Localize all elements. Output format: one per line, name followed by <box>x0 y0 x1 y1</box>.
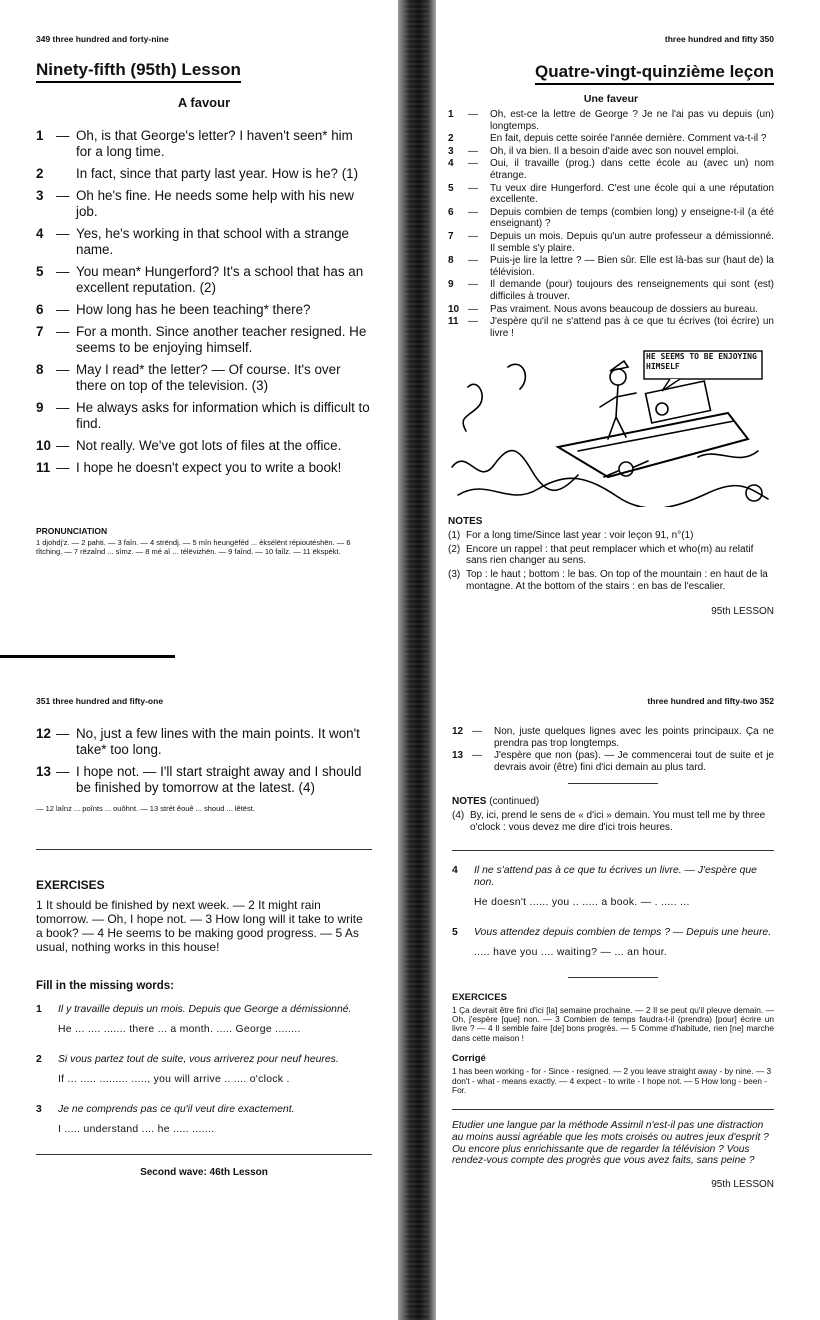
line-number: 8 <box>448 255 454 267</box>
page-separator <box>0 655 175 658</box>
note-number: (3) <box>448 569 461 581</box>
dialogue-line <box>448 279 774 302</box>
cartoon-illustration <box>448 347 774 512</box>
fill-english: If ... ..... ......... ....., you will arrive .. .... o'clock . <box>58 1074 290 1085</box>
line-text: Oh, is that George's letter? I haven't seen* him for a long time. <box>76 128 353 159</box>
line-dash: — <box>472 750 482 762</box>
pronunciation-text: 1 djohdj'z. — 2 pahti. — 3 faîn. — 4 strëndj. — 5 mîn heungëféd ... èksélënt répioutéshën. — 6 tîtching. — 7 rëzaînd ... sîmz. — 8 mé aî ... télëvizhën. — 9 faînd. — 10 faîlz. — 11 ëkspèkt. <box>36 538 351 556</box>
notes-continued: (continued) <box>489 796 540 808</box>
page-350 <box>448 34 774 644</box>
line-number: 8 <box>36 362 44 377</box>
dialogue-line <box>448 316 774 339</box>
dialogue-line <box>36 764 372 796</box>
fill-french: Il y travaille depuis un mois. Depuis que George a démissionné. <box>58 1004 352 1015</box>
line-number: 1 <box>448 109 454 120</box>
line-text: Puis-je lire la lettre ? — Bien sûr. Elle est là-bas sur (haut de) la télévision. <box>490 255 774 278</box>
fill-label: Fill in the missing words: <box>36 980 175 992</box>
page-header: 351 three hundred and fifty-one <box>36 696 164 706</box>
line-text: In fact, since that party last year. How is he? (1) <box>76 166 359 181</box>
line-text: For a month. Since another teacher resigned. He seems to be enjoying himself. <box>76 324 367 355</box>
exercices-label: EXERCICES <box>452 991 507 1003</box>
pronunciation-text: — 12 laînz ... poînts ... ouôhnt. — 13 strét êouê ... shoud ... lêtëst. <box>36 804 255 813</box>
line-text: J'espère que non (pas). — Je commencerai tout de suite et je devrais avoir (être) fini d'ici demain au plus tard. <box>494 750 774 773</box>
fill-body <box>474 927 774 959</box>
note-text: Top : le haut ; bottom : le bas. On top of the mountain : en haut de la montagne. At the bottom of the stairs : en bas de l'escalier. <box>466 569 768 592</box>
line-text: Non, juste quelques lignes avec les points principaux. Ça ne prendra pas trop longtemps. <box>494 726 774 749</box>
note-number: (2) <box>448 543 461 555</box>
page-header: 349 three hundred and forty-nine <box>36 34 169 44</box>
dialogue-line <box>36 188 372 220</box>
line-number: 3 <box>36 188 44 203</box>
line-number: 13 <box>452 750 464 762</box>
dialogue-line <box>448 255 774 278</box>
translation-lines <box>448 109 774 339</box>
page-footer: 95th LESSON <box>711 606 774 618</box>
fill-body <box>58 1054 372 1086</box>
note-item <box>448 544 774 567</box>
page-header: three hundred and fifty-two 352 <box>647 696 774 706</box>
fill-question <box>36 1104 372 1136</box>
line-number: 3 <box>448 145 454 157</box>
fill-number: 3 <box>36 1104 42 1115</box>
fill-body <box>58 1104 372 1136</box>
fill-in-exercises <box>452 865 774 959</box>
page-349 <box>36 34 372 644</box>
fill-number: 2 <box>36 1054 42 1065</box>
line-number: 7 <box>448 230 454 242</box>
line-dash <box>468 133 490 145</box>
second-wave: Second wave: 46th Lesson <box>140 1167 268 1178</box>
lesson-title: Ninety-fifth (95th) Lesson <box>36 60 241 83</box>
notes-label: NOTES <box>452 796 487 808</box>
translation-lines <box>452 726 774 773</box>
page-351 <box>36 696 372 1296</box>
line-number: 2 <box>448 133 454 145</box>
line-number: 9 <box>36 400 44 415</box>
dialogue-line <box>36 264 372 296</box>
line-dash: — <box>56 438 70 453</box>
line-dash <box>56 166 76 182</box>
line-text: I hope not. — I'll start straight away and I should be finished by tomorrow at the latest. (4) <box>76 764 362 795</box>
notes-label: NOTES <box>448 516 483 528</box>
fill-french: Si vous partez tout de suite, vous arriverez pour neuf heures. <box>58 1054 339 1065</box>
dialogue-line <box>448 304 774 316</box>
divider <box>452 850 774 851</box>
line-dash: — <box>468 182 478 194</box>
dialogue-line <box>36 226 372 258</box>
dialogue-line <box>448 183 774 206</box>
line-dash: — <box>468 158 478 170</box>
line-text: Tu veux dire Hungerford. C'est une école qui a une réputation excellente. <box>490 182 774 206</box>
note-text: Encore un rappel : that peut remplacer which et who(m) au relatif sans rien changer au sens. <box>466 543 754 567</box>
lesson-title: Quatre-vingt-quinzième leçon <box>535 62 774 85</box>
page-footer: 95th LESSON <box>711 1178 774 1190</box>
dialogue-line <box>36 438 372 454</box>
divider <box>36 849 372 850</box>
note-item <box>448 530 774 542</box>
line-dash: — <box>468 255 478 267</box>
fill-french: Vous attendez depuis combien de temps ? — Depuis une heure. <box>474 926 772 938</box>
line-dash: — <box>468 230 478 242</box>
dialogue-line <box>452 750 774 773</box>
pronunciation-label: PRONUNCIATION <box>36 526 108 536</box>
line-number: 5 <box>36 264 44 279</box>
dialogue-line <box>36 324 372 356</box>
line-dash: — <box>56 302 70 317</box>
cartoon-speech-bubble: HE SEEMS TO BE ENJOYING HIMSELF <box>646 352 757 372</box>
line-number: 9 <box>448 279 454 291</box>
line-text: Depuis combien de temps (combien long) y enseigne-t-il (a été enseignant) ? <box>490 206 774 230</box>
line-text: En fait, depuis cette soirée l'année dernière. Comment va-t-il ? <box>490 133 767 145</box>
page-header: three hundred and fifty 350 <box>664 34 774 44</box>
line-number: 2 <box>36 166 44 181</box>
fill-english: I ..... understand .... he ..... ....... <box>58 1124 215 1135</box>
line-dash: — <box>468 145 478 157</box>
line-number: 4 <box>448 158 454 170</box>
line-dash: — <box>468 206 478 218</box>
dialogue-line <box>36 726 372 758</box>
lesson-subtitle: Une faveur <box>583 93 639 105</box>
fill-body <box>58 1004 372 1036</box>
line-text: Il demande (pour) toujours des renseignements qui sont (est) difficiles à trouver. <box>490 279 774 302</box>
line-dash: — <box>468 303 478 315</box>
line-number: 11 <box>448 316 459 328</box>
line-dash: — <box>56 362 70 377</box>
line-dash: — <box>468 109 478 120</box>
line-text: Oh, est-ce la lettre de George ? Je ne l'ai pas vu depuis (un) longtemps. <box>490 109 774 132</box>
line-dash: — <box>468 279 478 291</box>
note-text: For a long time/Since last year : voir leçon 91, n°(1) <box>466 530 694 542</box>
dialogue-lines <box>36 726 372 796</box>
fill-english: He doesn't ...... you .. ..... a book. — . ..... ... <box>474 896 690 908</box>
dialogue-line <box>448 231 774 254</box>
dialogue-line <box>36 128 372 160</box>
line-text: Oui, il travaille (prog.) dans cette école au (avec un) nom étrange. <box>490 158 774 181</box>
line-dash: — <box>472 726 482 737</box>
line-text: Yes, he's working in that school with a strange name. <box>76 226 350 257</box>
dialogue-line <box>448 158 774 181</box>
line-dash: — <box>468 316 478 328</box>
line-number: 10 <box>36 438 51 453</box>
fill-french: Il ne s'attend pas à ce que tu écrives un livre. — J'espère que non. <box>474 864 757 888</box>
line-number: 13 <box>36 764 51 779</box>
line-dash: — <box>56 188 70 203</box>
fill-question <box>452 927 774 959</box>
fill-number: 4 <box>452 864 458 876</box>
line-text: You mean* Hungerford? It's a school that has an excellent reputation. (2) <box>76 264 364 295</box>
line-text: May I read* the letter? — Of course. It's over there on top of the television. (3) <box>76 362 341 393</box>
line-text: How long has he been teaching* there? <box>76 302 311 317</box>
divider <box>452 1109 774 1110</box>
line-dash: — <box>56 764 70 779</box>
dialogue-line <box>36 400 372 432</box>
dialogue-line <box>448 146 774 158</box>
line-text: Depuis un mois. Depuis qu'un autre professeur a démissionné. Il semble s'y plaire. <box>490 230 774 254</box>
fill-french: Je ne comprends pas ce qu'il veut dire exactement. <box>58 1104 295 1115</box>
dialogue-line <box>448 207 774 230</box>
closing-paragraph: Etudier une langue par la méthode Assimil n'est-il pas une distraction au moins aussi agréable que les mots croisés ou autres jeux d'esprit ? Ou encore plus enrichissante que de regarder la télévision ? Vous rendez-vous compte des progrès que vous avez faits, sans peine ? <box>452 1120 769 1167</box>
fill-question <box>452 865 774 909</box>
line-text: Not really. We've got lots of files at the office. <box>76 438 342 453</box>
line-text: Oh, il va bien. Il a besoin d'aide avec son nouvel emploi. <box>490 145 739 157</box>
line-dash: — <box>56 460 70 475</box>
line-number: 6 <box>36 302 44 317</box>
corrige-text: 1 has been working - for - Since - resigned. — 2 you leave straight away - by nine. — 3 don't - what - means exactly. — 4 expect - to write - I hope not. — 5 How long - been - For. <box>452 1066 772 1095</box>
line-number: 11 <box>36 460 51 475</box>
fill-number: 5 <box>452 926 458 938</box>
dialogue-line <box>36 460 372 476</box>
line-text: Pas vraiment. Nous avons beaucoup de dossiers au bureau. <box>490 303 758 315</box>
dialogue-line <box>448 109 774 132</box>
dialogue-line <box>36 362 372 394</box>
fill-english: He ... .... ....... there ... a month. ..... George ........ <box>58 1024 301 1035</box>
line-dash: — <box>56 400 70 415</box>
line-number: 6 <box>448 206 454 218</box>
divider <box>36 1154 372 1155</box>
dialogue-line <box>36 166 372 182</box>
line-number: 4 <box>36 226 44 241</box>
divider <box>568 977 658 978</box>
exercices-text: 1 Ça devrait être fini d'ici [la] semaine prochaine. — 2 Il se peut qu'il pleuve demain. — Oh, j'espère [que] non. — 3 Combien de temps faudra-t-il (prendra) [pour] écrire un livre ? — 4 Il semble faire [de] bons progrès. — 5 Comme d'habitude, rien [ne] marche dans cette maison ! <box>452 1004 774 1043</box>
dialogue-line <box>452 726 774 749</box>
line-dash: — <box>56 726 70 741</box>
line-number: 1 <box>36 128 44 143</box>
exercises-text: 1 It should be finished by next week. — 2 It might rain tomorrow. — Oh, I hope not. — 3 How long will it take to write a book? — 4 He seems to be making good progress. — 5 As usual, nothing works in this house! <box>36 898 363 954</box>
fill-question <box>36 1004 372 1036</box>
line-text: He always asks for information which is difficult to find. <box>76 400 370 431</box>
exercises-label: EXERCISES <box>36 878 105 892</box>
note-item <box>448 569 774 592</box>
fill-question <box>36 1054 372 1086</box>
dialogue-line <box>448 133 774 145</box>
corrige-label: Corrigé <box>452 1053 486 1065</box>
line-text: J'espère qu'il ne s'attend pas à ce que tu écrives (toi écrire) un livre ! <box>490 316 774 339</box>
note-4 <box>452 810 774 833</box>
fill-in-exercises <box>36 1004 372 1136</box>
line-number: 12 <box>36 726 51 741</box>
dialogue-line <box>36 302 372 318</box>
book-gutter-texture <box>404 0 430 1320</box>
line-text: Oh he's fine. He needs some help with his new job. <box>76 188 354 219</box>
fill-number: 1 <box>36 1004 42 1015</box>
notes-list <box>448 530 774 592</box>
line-dash: — <box>56 264 70 279</box>
note-number: (1) <box>448 530 461 542</box>
line-number: 7 <box>36 324 44 339</box>
page-352 <box>452 696 774 1306</box>
fill-english: ..... have you .... waiting? — ... an hour. <box>474 946 668 958</box>
line-text: No, just a few lines with the main points. It won't take* too long. <box>76 726 360 757</box>
line-dash: — <box>56 324 70 339</box>
lesson-subtitle: A favour <box>177 95 231 110</box>
dialogue-lines <box>36 128 372 476</box>
line-dash: — <box>56 128 70 143</box>
line-dash: — <box>56 226 70 241</box>
line-number: 5 <box>448 182 454 194</box>
note-text: By, ici, prend le sens de « d'ici » demain. You must tell me by three o'clock : vous devez me dire d'ici trois heures. <box>470 810 766 833</box>
line-number: 12 <box>452 726 464 737</box>
divider <box>568 783 658 784</box>
line-number: 10 <box>448 303 460 315</box>
fill-body <box>474 865 774 909</box>
line-text: I hope he doesn't expect you to write a book! <box>76 460 342 475</box>
note-number: (4) <box>452 810 465 822</box>
